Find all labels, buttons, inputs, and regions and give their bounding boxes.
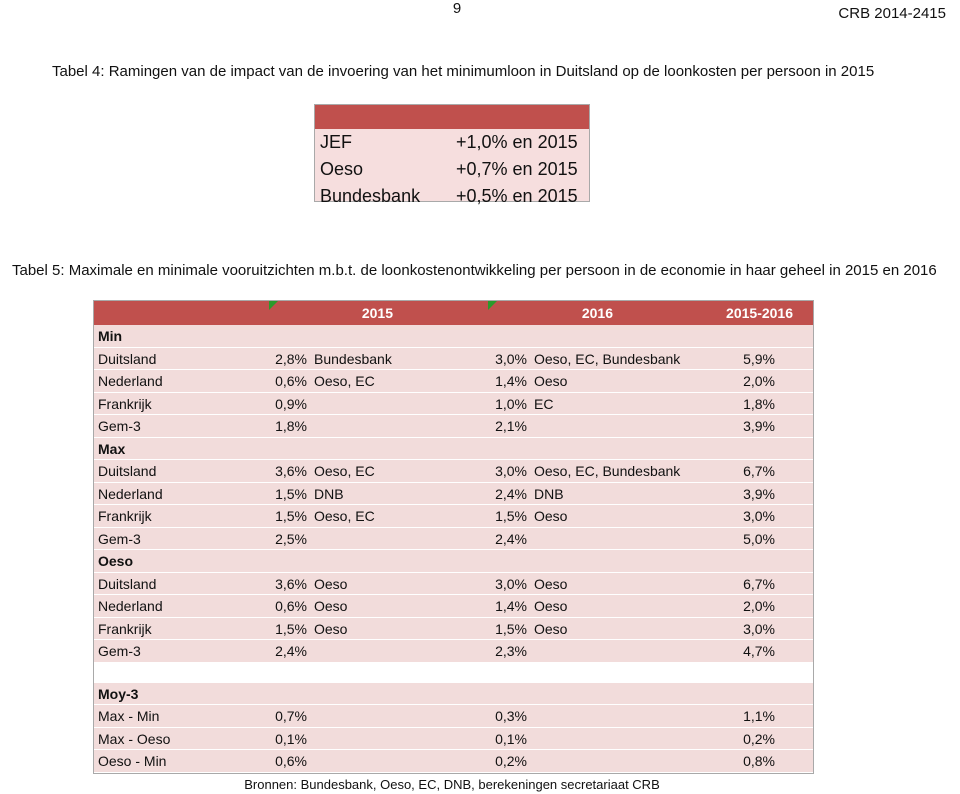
value-2015: 1,5%	[275, 620, 307, 637]
row-label: Max - Min	[98, 708, 160, 724]
source-2016: Oeso	[534, 373, 568, 389]
row-label: Oeso - Min	[98, 753, 167, 769]
value-2016: 0,3%	[495, 708, 527, 724]
page-number: 9	[452, 0, 462, 17]
row-label: Duitsland	[98, 350, 157, 367]
value-2015: 2,5%	[275, 530, 307, 547]
table-4-header	[315, 105, 589, 129]
value-2015-2016: 5,0%	[743, 530, 775, 547]
value-2015-2016: 4,7%	[743, 643, 775, 659]
value-2015: 1,5%	[275, 485, 307, 502]
table-row	[315, 183, 589, 210]
row-label: Gem-3	[98, 530, 141, 547]
table-5	[93, 300, 814, 774]
section-title: Oeso	[98, 553, 134, 569]
source-2015: Oeso, EC	[314, 463, 375, 479]
source-2015: Oeso, EC	[314, 373, 375, 389]
value-2016: 3,0%	[495, 350, 527, 367]
value-2016: 1,5%	[495, 620, 527, 637]
table-4	[314, 104, 590, 206]
source-2016: Oeso	[534, 620, 568, 637]
row-label: Max - Oeso	[98, 730, 171, 747]
value-2015: 0,9%	[275, 395, 307, 412]
row-label: Frankrijk	[98, 620, 152, 637]
value-2015-2016: 5,9%	[743, 350, 775, 367]
value-2015-2016: 3,0%	[743, 508, 775, 524]
source-2015: Bundesbank	[314, 350, 392, 367]
source-2015: Oeso	[314, 620, 348, 637]
value-2016: 1,4%	[495, 373, 527, 389]
section-spacer	[94, 663, 813, 683]
row-label: Duitsland	[98, 463, 157, 479]
table-row	[94, 528, 813, 551]
source-2015: Oeso, EC	[314, 508, 375, 524]
sources-note: Bronnen: Bundesbank, Oeso, EC, DNB, berekeningen secretariaat CRB	[244, 777, 660, 792]
source-2016: DNB	[534, 485, 564, 502]
source-2015: Oeso	[314, 575, 348, 592]
row-label: Gem-3	[98, 418, 141, 434]
source-2016: Oeso	[534, 508, 568, 524]
value-2016: 2,1%	[495, 418, 527, 434]
table-row	[94, 705, 813, 728]
table-row	[94, 750, 813, 773]
value-2015-2016: 3,9%	[743, 418, 775, 434]
source-2016: EC	[534, 395, 554, 412]
row-value: +1,0% en 2015	[456, 132, 578, 152]
value-2015: 0,1%	[275, 730, 307, 747]
value-2015: 1,8%	[275, 418, 307, 434]
value-2015: 3,6%	[275, 463, 307, 479]
value-2016: 0,2%	[495, 753, 527, 769]
table-row	[94, 505, 813, 528]
row-label: Frankrijk	[98, 395, 152, 412]
column-header-2015-2016: 2015-2016	[726, 305, 793, 321]
source-2016: Oeso, EC, Bundesbank	[534, 350, 681, 367]
section-title: Max	[98, 440, 126, 457]
value-2015: 0,7%	[275, 708, 307, 724]
value-2015-2016: 6,7%	[743, 463, 775, 479]
section-header	[94, 325, 813, 348]
table-5-caption: Tabel 5: Maximale en minimale vooruitzichten m.b.t. de loonkostenontwikkeling per persoon in de economie in haar geheel in 2015 en 2016	[12, 262, 937, 279]
section-header	[94, 438, 813, 461]
value-2015-2016: 2,0%	[743, 373, 775, 389]
value-2015-2016: 3,0%	[743, 620, 775, 637]
value-2016: 1,4%	[495, 598, 527, 614]
source-2015: Oeso	[314, 598, 348, 614]
row-value: +0,5% en 2015	[456, 186, 578, 206]
table-row	[94, 393, 813, 416]
value-2016: 2,4%	[495, 485, 527, 502]
value-2016: 3,0%	[495, 575, 527, 592]
column-header-2016: 2016	[581, 305, 613, 321]
document-reference: CRB 2014-2415	[838, 5, 946, 22]
row-label: Nederland	[98, 373, 163, 389]
value-2015-2016: 0,2%	[743, 730, 775, 747]
value-2015: 1,5%	[275, 508, 307, 524]
section-title: Min	[98, 328, 123, 344]
section-title: Moy-3	[98, 685, 139, 702]
table-row	[94, 640, 813, 663]
row-label: Bundesbank	[320, 186, 421, 206]
table-row	[315, 156, 589, 183]
section-header	[94, 550, 813, 573]
value-2015-2016: 2,0%	[743, 598, 775, 614]
value-2015-2016: 1,1%	[743, 708, 775, 724]
source-2016: Oeso, EC, Bundesbank	[534, 463, 681, 479]
value-2016: 2,3%	[495, 643, 527, 659]
row-label: Nederland	[98, 485, 163, 502]
column-header-2015: 2015	[361, 305, 393, 321]
section-header	[94, 683, 813, 706]
table-5-body	[94, 325, 813, 773]
table-row	[94, 460, 813, 483]
source-2015: DNB	[314, 485, 344, 502]
table-row	[94, 370, 813, 393]
value-2016: 1,0%	[495, 395, 527, 412]
table-row	[94, 483, 813, 506]
value-2015: 2,4%	[275, 643, 307, 659]
value-2016: 1,5%	[495, 508, 527, 524]
value-2016: 0,1%	[495, 730, 527, 747]
table-4-caption: Tabel 4: Ramingen van de impact van de invoering van het minimumloon in Duitsland op de loonkosten per persoon in 2015	[52, 63, 875, 80]
value-2015-2016: 0,8%	[743, 753, 775, 769]
value-2016: 2,4%	[495, 530, 527, 547]
value-2015: 2,8%	[275, 350, 307, 367]
source-2016: Oeso	[534, 598, 568, 614]
value-2015: 3,6%	[275, 575, 307, 592]
table-row	[94, 728, 813, 751]
row-label: JEF	[320, 132, 353, 152]
table-row	[94, 573, 813, 596]
table-5-header	[94, 301, 813, 325]
row-label: Duitsland	[98, 575, 157, 592]
row-label: Frankrijk	[98, 508, 152, 524]
comment-marker-icon	[488, 301, 497, 310]
row-value: +0,7% en 2015	[456, 159, 578, 179]
value-2015: 0,6%	[275, 753, 307, 769]
value-2016: 3,0%	[495, 463, 527, 479]
value-2015-2016: 3,9%	[743, 485, 775, 502]
source-2016: Oeso	[534, 575, 568, 592]
table-row	[94, 595, 813, 618]
table-row	[315, 129, 589, 156]
value-2015-2016: 6,7%	[743, 575, 775, 592]
value-2015: 0,6%	[275, 598, 307, 614]
table-row	[94, 618, 813, 641]
comment-marker-icon	[269, 301, 278, 310]
row-label: Gem-3	[98, 643, 141, 659]
table-row	[94, 415, 813, 438]
row-label: Oeso	[320, 159, 364, 179]
row-label: Nederland	[98, 598, 163, 614]
table-row	[94, 348, 813, 371]
value-2015: 0,6%	[275, 373, 307, 389]
value-2015-2016: 1,8%	[743, 395, 775, 412]
